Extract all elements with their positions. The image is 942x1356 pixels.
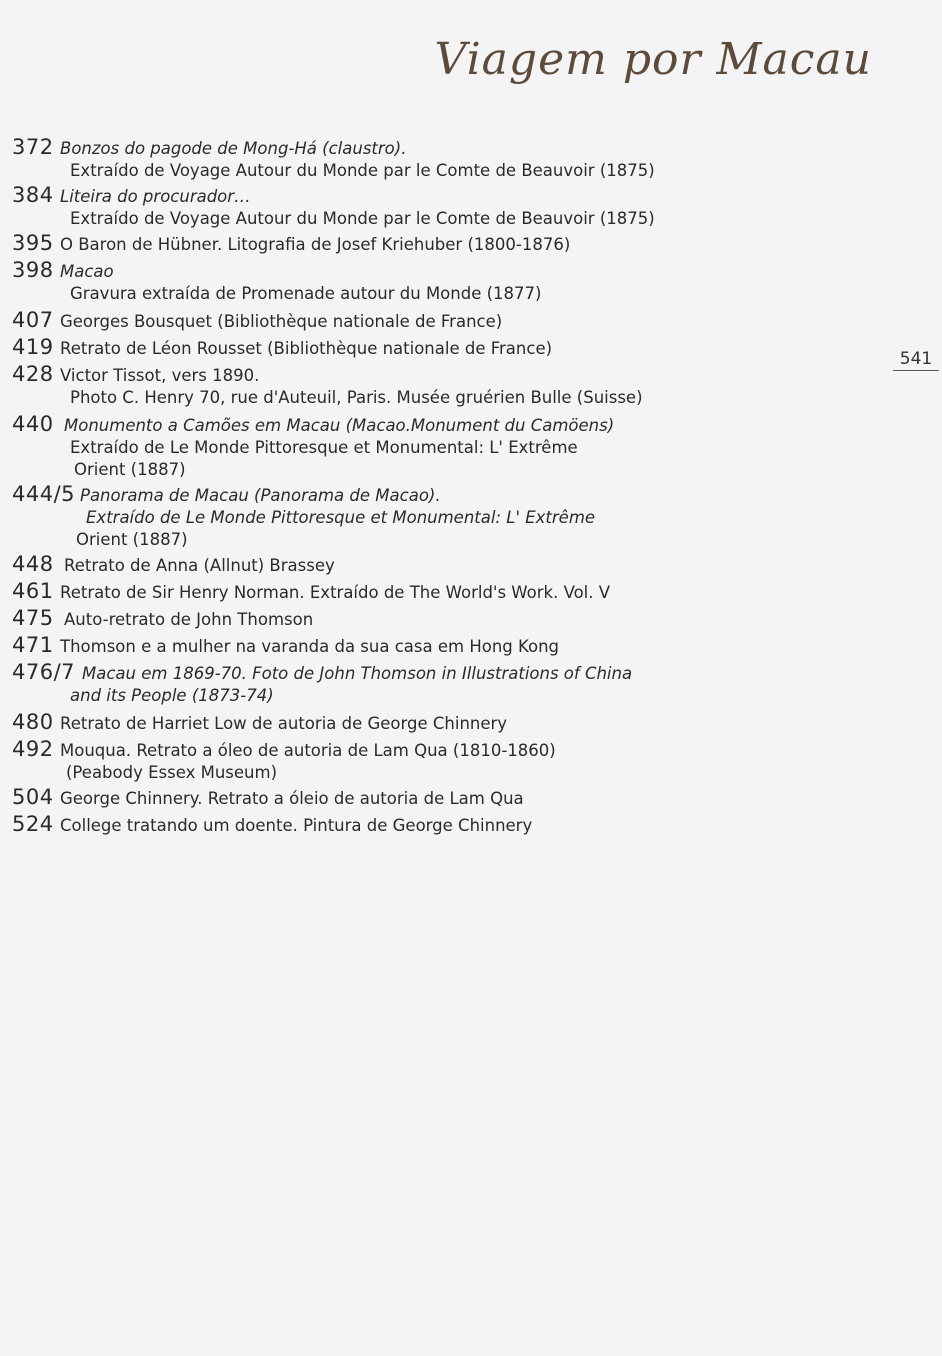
list-item: [12, 710, 732, 738]
entry-number: 407: [12, 308, 54, 332]
entry-line: George Chinnery. Retrato a óleio de autoria de Lam Qua: [60, 789, 524, 808]
entry-line: Bonzos do pagode de Mong-Há (claustro).: [60, 139, 407, 158]
entry-number: 480: [12, 710, 54, 734]
entry-line: Auto-retrato de John Thomson: [64, 610, 314, 629]
entry-line: Panorama de Macau (Panorama de Macao).: [80, 486, 441, 505]
list-item: [12, 785, 732, 813]
entry-number: 492: [12, 737, 54, 761]
list-item: [12, 412, 732, 483]
list-item: [12, 308, 732, 336]
entry-line: Extraído de Voyage Autour du Monde par le Comte de Beauvoir (1875): [70, 161, 655, 180]
entry-line: Victor Tissot, vers 1890.: [60, 366, 260, 385]
entry-line: Liteira do procurador…: [60, 187, 251, 206]
entry-line: O Baron de Hübner. Litografia de Josef Kriehuber (1800-1876): [60, 235, 571, 254]
list-item: [12, 362, 732, 413]
list-item: [12, 579, 732, 607]
entry-number: 444/5: [12, 482, 76, 506]
entry-line: Retrato de Léon Rousset (Bibliothèque nationale de France): [60, 339, 553, 358]
entry-line: Mouqua. Retrato a óleo de autoria de Lam Qua (1810-1860): [60, 741, 556, 760]
entry-number: 471: [12, 633, 54, 657]
entry-line: Extraído de Voyage Autour du Monde par le Comte de Beauvoir (1875): [70, 209, 655, 228]
entry-line: Photo C. Henry 70, rue d'Auteuil, Paris. Musée gruérien Bulle (Suisse): [70, 388, 643, 407]
page-number: 541: [893, 349, 939, 371]
entry-number: 448: [12, 552, 54, 576]
entry-line: Gravura extraída de Promenade autour du Monde (1877): [70, 284, 542, 303]
list-item: [12, 258, 732, 309]
entry-line: Extraído de Le Monde Pittoresque et Monumental: L' Extrême: [70, 438, 578, 457]
entry-number: 476/7: [12, 660, 76, 684]
list-item: [12, 335, 732, 363]
list-item: [12, 660, 732, 711]
entry-number: 475: [12, 606, 54, 630]
entry-line: Monumento a Camões em Macau (Macao.Monument du Camöens): [64, 416, 615, 435]
caption-list: [12, 135, 732, 842]
entry-number: 398: [12, 258, 54, 282]
list-item: [12, 231, 732, 259]
entry-line: Extraído de Le Monde Pittoresque et Monumental: L' Extrême: [86, 508, 596, 527]
entry-number: 395: [12, 231, 54, 255]
entry-number: 461: [12, 579, 54, 603]
entry-line: and its People (1873-74): [70, 686, 274, 705]
list-item: [12, 606, 732, 634]
list-item: [12, 812, 732, 840]
entry-line: Retrato de Anna (Allnut) Brassey: [64, 556, 335, 575]
page-title: Viagem por Macau: [434, 34, 872, 85]
entry-line: Orient (1887): [76, 530, 188, 549]
entry-number: 372: [12, 135, 54, 159]
entry-number: 419: [12, 335, 54, 359]
entry-line: Thomson e a mulher na varanda da sua casa em Hong Kong: [60, 637, 560, 656]
list-item: [12, 552, 732, 580]
entry-line: (Peabody Essex Museum): [66, 763, 278, 782]
list-item: [12, 633, 732, 661]
list-item: [12, 135, 732, 184]
entry-number: 384: [12, 183, 54, 207]
entry-number: 428: [12, 362, 54, 386]
entry-line: Orient (1887): [74, 460, 186, 479]
entry-line: Macau em 1869-70. Foto de John Thomson in Illustrations of China: [82, 664, 633, 683]
list-item: [12, 737, 732, 786]
entry-line: Macao: [60, 262, 114, 281]
entry-line: College tratando um doente. Pintura de George Chinnery: [60, 816, 533, 835]
entry-line: Retrato de Sir Henry Norman. Extraído de The World's Work. Vol. V: [60, 583, 611, 602]
entry-number: 440: [12, 412, 54, 436]
entry-line: Retrato de Harriet Low de autoria de George Chinnery: [60, 714, 508, 733]
entry-number: 524: [12, 812, 54, 836]
entry-number: 504: [12, 785, 54, 809]
list-item: [12, 482, 732, 553]
list-item: [12, 183, 732, 232]
entry-line: Georges Bousquet (Bibliothèque nationale de France): [60, 312, 503, 331]
